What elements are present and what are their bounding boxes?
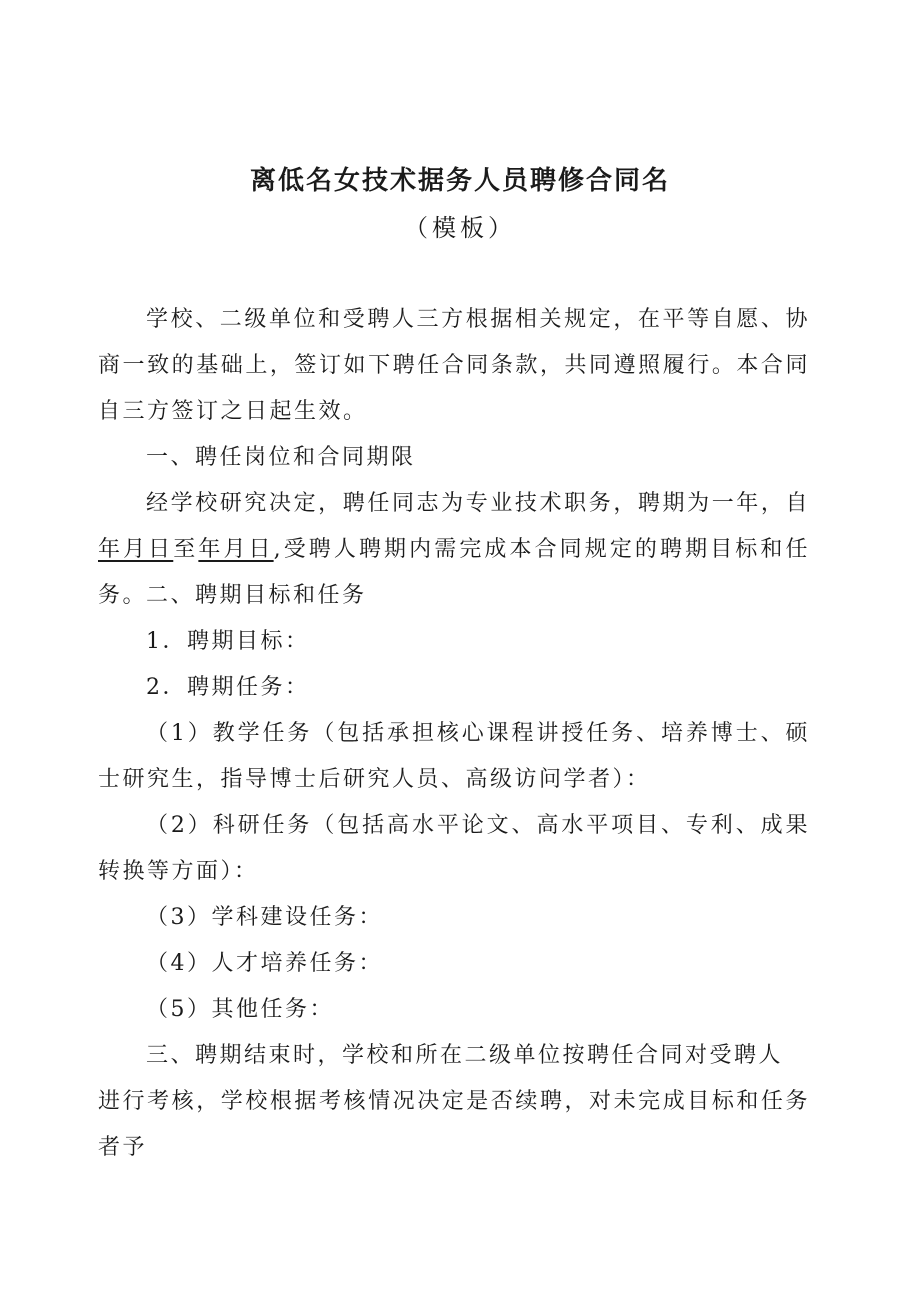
document-subtitle: （模板） bbox=[404, 214, 516, 242]
section2-heading: 二、聘期目标和任务 bbox=[146, 583, 367, 608]
task-talent: （4）人才培养任务： bbox=[146, 951, 383, 976]
section1-text-c: ,受聘人聘期内需完成本合同规定的聘期目标和任务。 bbox=[98, 537, 810, 608]
section1-heading: 一、聘任岗位和合同期限 bbox=[146, 445, 416, 470]
intro-paragraph: 学校、二级单位和受聘人三方根据相关规定，在平等自愿、协商一致的基础上，签订如下聘任合同条款，共同遵照履行。本合同自三方签订之日起生效。 bbox=[98, 307, 810, 424]
section3-line1: 三、聘期结束时，学校和所在二级单位按聘任合同对受聘人 bbox=[146, 1043, 784, 1068]
document-title: 离低名女技术据务人员聘修合同名 bbox=[249, 166, 670, 196]
section1-text-a: 经学校研究决定，聘任同志为专业技术职务，聘期为一年，自 bbox=[146, 491, 810, 516]
item-goals: 1．聘期目标： bbox=[146, 629, 310, 654]
task-teaching: （1）教学任务（包括承担核心课程讲授任务、培养博士、硕士研究生，指导博士后研究人员、高级访问学者）： bbox=[98, 721, 810, 792]
end-date-blank: 年月日 bbox=[198, 537, 274, 562]
start-date-blank: 年月日 bbox=[98, 537, 174, 562]
section3-line2: 进行考核，学校根据考核情况决定是否续聘，对未完成目标和任务者予 bbox=[98, 1089, 810, 1160]
task-research: （2）科研任务（包括高水平论文、高水平项目、专利、成果转换等方面）： bbox=[98, 813, 810, 884]
task-other: （5）其他任务： bbox=[146, 997, 334, 1022]
section1-text-b: 至 bbox=[173, 537, 199, 562]
task-discipline: （3）学科建设任务： bbox=[146, 905, 383, 930]
item-tasks: 2．聘期任务： bbox=[146, 675, 310, 700]
